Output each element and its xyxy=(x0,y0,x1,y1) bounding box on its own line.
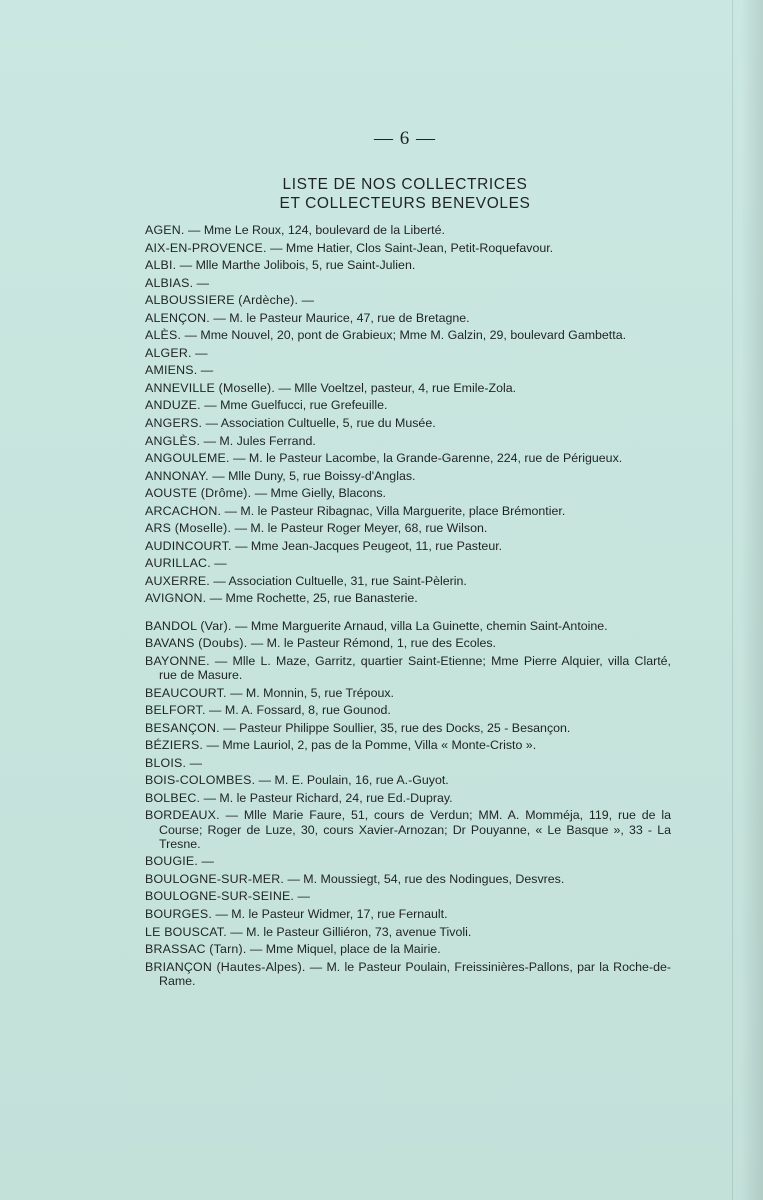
entry-details: — Mme Rochette, 25, rue Banasterie. xyxy=(206,591,418,606)
entry-city: AUXERRE. xyxy=(145,573,210,588)
list-entry xyxy=(145,960,671,988)
entry-details: — xyxy=(210,556,227,571)
entry-details: — Mme Gielly, Blacons. xyxy=(251,486,386,501)
entry-city: BOURGES. xyxy=(145,906,213,921)
list-entry xyxy=(145,398,671,412)
entry-details: — Association Cultuelle, 5, rue du Musée. xyxy=(202,416,436,431)
list-entry xyxy=(145,791,671,805)
entry-city: ALÈS. xyxy=(145,328,182,343)
list-entry xyxy=(145,293,671,307)
entry-city: ARS (Moselle). xyxy=(145,521,232,536)
entry-details: — Mme Jean-Jacques Peugeot, 11, rue Pasteur. xyxy=(231,538,503,553)
page-number: — 6 — xyxy=(374,128,436,149)
list-entry xyxy=(145,311,671,325)
entry-details: — xyxy=(294,889,310,904)
entry-details: — M. A. Fossard, 8, rue Gounod. xyxy=(205,703,391,718)
entry-details: — M. Monnin, 5, rue Trépoux. xyxy=(226,685,394,700)
list-entry xyxy=(145,591,671,605)
entry-city: BOIS-COLOMBES. xyxy=(145,773,256,788)
entry-city: BOUGIE. xyxy=(145,854,199,869)
entry-details: — Mme Miquel, place de la Mairie. xyxy=(246,942,441,957)
list-entry xyxy=(145,854,671,868)
list-entry xyxy=(145,328,671,342)
entry-details: — M. le Pasteur Rémond, 1, rue des Ecoles. xyxy=(247,636,497,651)
entry-details: — M. le Pasteur Poulain, Freissinières-Pallons, par la Roche-de-Rame. xyxy=(159,959,671,988)
entry-city: ANNONAY. xyxy=(145,468,209,483)
list-entry xyxy=(145,756,671,770)
entry-details: — xyxy=(186,755,202,770)
entry-details: — Mme Lauriol, 2, pas de la Pomme, Villa « Monte-Cristo ». xyxy=(203,738,537,753)
entry-city: ANGLÈS. xyxy=(145,433,201,448)
entry-details: — M. E. Poulain, 16, rue A.-Guyot. xyxy=(255,773,449,788)
title-line-1: LISTE DE NOS COLLECTRICES xyxy=(282,176,528,193)
entry-city: BEAUCOURT. xyxy=(145,685,227,700)
list-entry xyxy=(145,619,671,633)
list-entry xyxy=(145,738,671,752)
entry-details: — xyxy=(298,293,314,308)
entry-details: — M. le Pasteur Maurice, 47, rue de Bretagne. xyxy=(209,310,470,325)
list-entry xyxy=(145,907,671,921)
list-entry xyxy=(145,574,671,588)
entry-details: — Pasteur Philippe Soullier, 35, rue des Docks, 25 - Besançon. xyxy=(219,720,571,735)
entry-city: ANGERS. xyxy=(145,416,203,431)
entry-city: AMIENS. xyxy=(145,363,198,378)
entry-details: — Mme Le Roux, 124, boulevard de la Liberté. xyxy=(184,223,445,237)
collector-list xyxy=(145,223,671,991)
entry-details: — xyxy=(191,345,208,360)
list-entry xyxy=(145,416,671,430)
entry-city: ARCACHON. xyxy=(145,503,222,518)
entry-city: AIX-EN-PROVENCE. xyxy=(145,240,267,255)
entry-city: BAYONNE. xyxy=(145,653,210,668)
entry-details: — Association Cultuelle, 31, rue Saint-Pèlerin. xyxy=(209,573,467,588)
entry-city: BOULOGNE-SUR-SEINE. xyxy=(145,889,295,904)
list-entry xyxy=(145,808,671,851)
list-entry xyxy=(145,451,671,465)
list-entry xyxy=(145,889,671,903)
entry-city: BOULOGNE-SUR-MER. xyxy=(145,871,285,886)
list-entry xyxy=(145,381,671,395)
entry-city: BRASSAC (Tarn). xyxy=(145,942,247,957)
list-entry xyxy=(145,346,671,360)
entry-details: — xyxy=(198,854,214,869)
entry-city: BELFORT. xyxy=(145,703,206,718)
entry-details: — M. le Pasteur Lacombe, la Grande-Garenne, 224, rue de Périgueux. xyxy=(229,451,623,466)
entry-city: BORDEAUX. xyxy=(145,808,220,823)
list-entry xyxy=(145,872,671,886)
list-entry xyxy=(145,486,671,500)
entry-city: ANGOULEME. xyxy=(145,451,230,466)
entry-details: — M. le Pasteur Roger Meyer, 68, rue Wilson. xyxy=(231,521,488,536)
list-entry xyxy=(145,703,671,717)
entry-details: — Mme Guelfucci, rue Grefeuille. xyxy=(200,398,388,413)
entry-details: — Mlle Voeltzel, pasteur, 4, rue Emile-Zola. xyxy=(275,380,517,395)
entry-city: BLOIS. xyxy=(145,755,187,770)
entry-details: — M. le Pasteur Ribagnac, Villa Marguerite, place Brémontier. xyxy=(221,503,566,518)
list-entry xyxy=(145,942,671,956)
entry-details: — M. Moussiegt, 54, rue des Nodingues, Desvres. xyxy=(284,871,565,886)
entry-city: BÉZIERS. xyxy=(145,738,204,753)
list-entry xyxy=(145,504,671,518)
list-entry xyxy=(145,223,671,237)
list-entry xyxy=(145,521,671,535)
list-title xyxy=(0,175,763,213)
entry-city: ANNEVILLE (Moselle). xyxy=(145,380,276,395)
entry-city: BRIANÇON (Hautes-Alpes). xyxy=(145,959,306,974)
list-entry xyxy=(145,469,671,483)
entry-city: ALBI. xyxy=(145,258,177,273)
list-entry xyxy=(145,636,671,650)
entry-city: ANDUZE. xyxy=(145,398,201,413)
list-entry xyxy=(145,539,671,553)
entry-city: BANDOL (Var). xyxy=(145,618,232,633)
list-entry xyxy=(145,925,671,939)
entry-city: AGEN. xyxy=(145,223,185,237)
entry-details: — xyxy=(197,363,214,378)
entry-details: — Mlle Marthe Jolibois, 5, rue Saint-Julien. xyxy=(176,258,416,273)
entry-details: — M. Jules Ferrand. xyxy=(200,433,316,448)
entry-details: — M. le Pasteur Gilliéron, 73, avenue Tivoli. xyxy=(226,924,472,939)
list-entry xyxy=(145,434,671,448)
entry-city: BESANÇON. xyxy=(145,720,220,735)
entry-details: — Mme Nouvel, 20, pont de Grabieux; Mme M. Galzin, 29, boulevard Gambetta. xyxy=(181,328,627,343)
entry-city: ALBOUSSIERE (Ardèche). xyxy=(145,293,299,308)
entry-city: AURILLAC. xyxy=(145,556,211,571)
entry-city: ALGER. xyxy=(145,345,192,360)
list-entry xyxy=(145,654,671,682)
list-entry xyxy=(145,686,671,700)
entry-city: AVIGNON. xyxy=(145,591,207,606)
entry-city: AUDINCOURT. xyxy=(145,538,232,553)
entry-details: — Mme Hatier, Clos Saint-Jean, Petit-Roquefavour. xyxy=(266,240,554,255)
entry-details: — M. le Pasteur Richard, 24, rue Ed.-Dupray. xyxy=(200,790,453,805)
entry-city: ALENÇON. xyxy=(145,310,210,325)
entry-city: BAVANS (Doubs). xyxy=(145,636,248,651)
list-entry xyxy=(145,721,671,735)
list-entry xyxy=(145,363,671,377)
entry-details: — Mme Marguerite Arnaud, villa La Guinette, chemin Saint-Antoine. xyxy=(231,618,608,633)
entry-details: — Mlle Marie Faure, 51, cours de Verdun; MM. A. Momméja, 119, rue de la Course; Roger de Luze, 30, cours Xavier-Arnozan; Dr Pouyanne, « Le Basque », 33 - La Tresne. xyxy=(159,808,671,851)
entry-details: — xyxy=(193,275,210,290)
entry-details: — M. le Pasteur Widmer, 17, rue Fernault. xyxy=(212,906,448,921)
list-entry xyxy=(145,258,671,272)
entry-city: LE BOUSCAT. xyxy=(145,924,227,939)
list-entry xyxy=(145,556,671,570)
entry-details: — Mlle L. Maze, Garritz, quartier Saint-Etienne; Mme Pierre Alquier, villa Clarté, rue de Masure. xyxy=(159,653,671,682)
title-line-2: ET COLLECTEURS BENEVOLES xyxy=(279,195,531,212)
list-entry xyxy=(145,773,671,787)
list-entry xyxy=(145,276,671,290)
entry-city: BOLBEC. xyxy=(145,790,201,805)
entry-details: — Mlle Duny, 5, rue Boissy-d'Anglas. xyxy=(208,468,416,483)
list-entry xyxy=(145,241,671,255)
entry-city: ALBIAS. xyxy=(145,275,194,290)
entry-city: AOUSTE (Drôme). xyxy=(145,486,252,501)
